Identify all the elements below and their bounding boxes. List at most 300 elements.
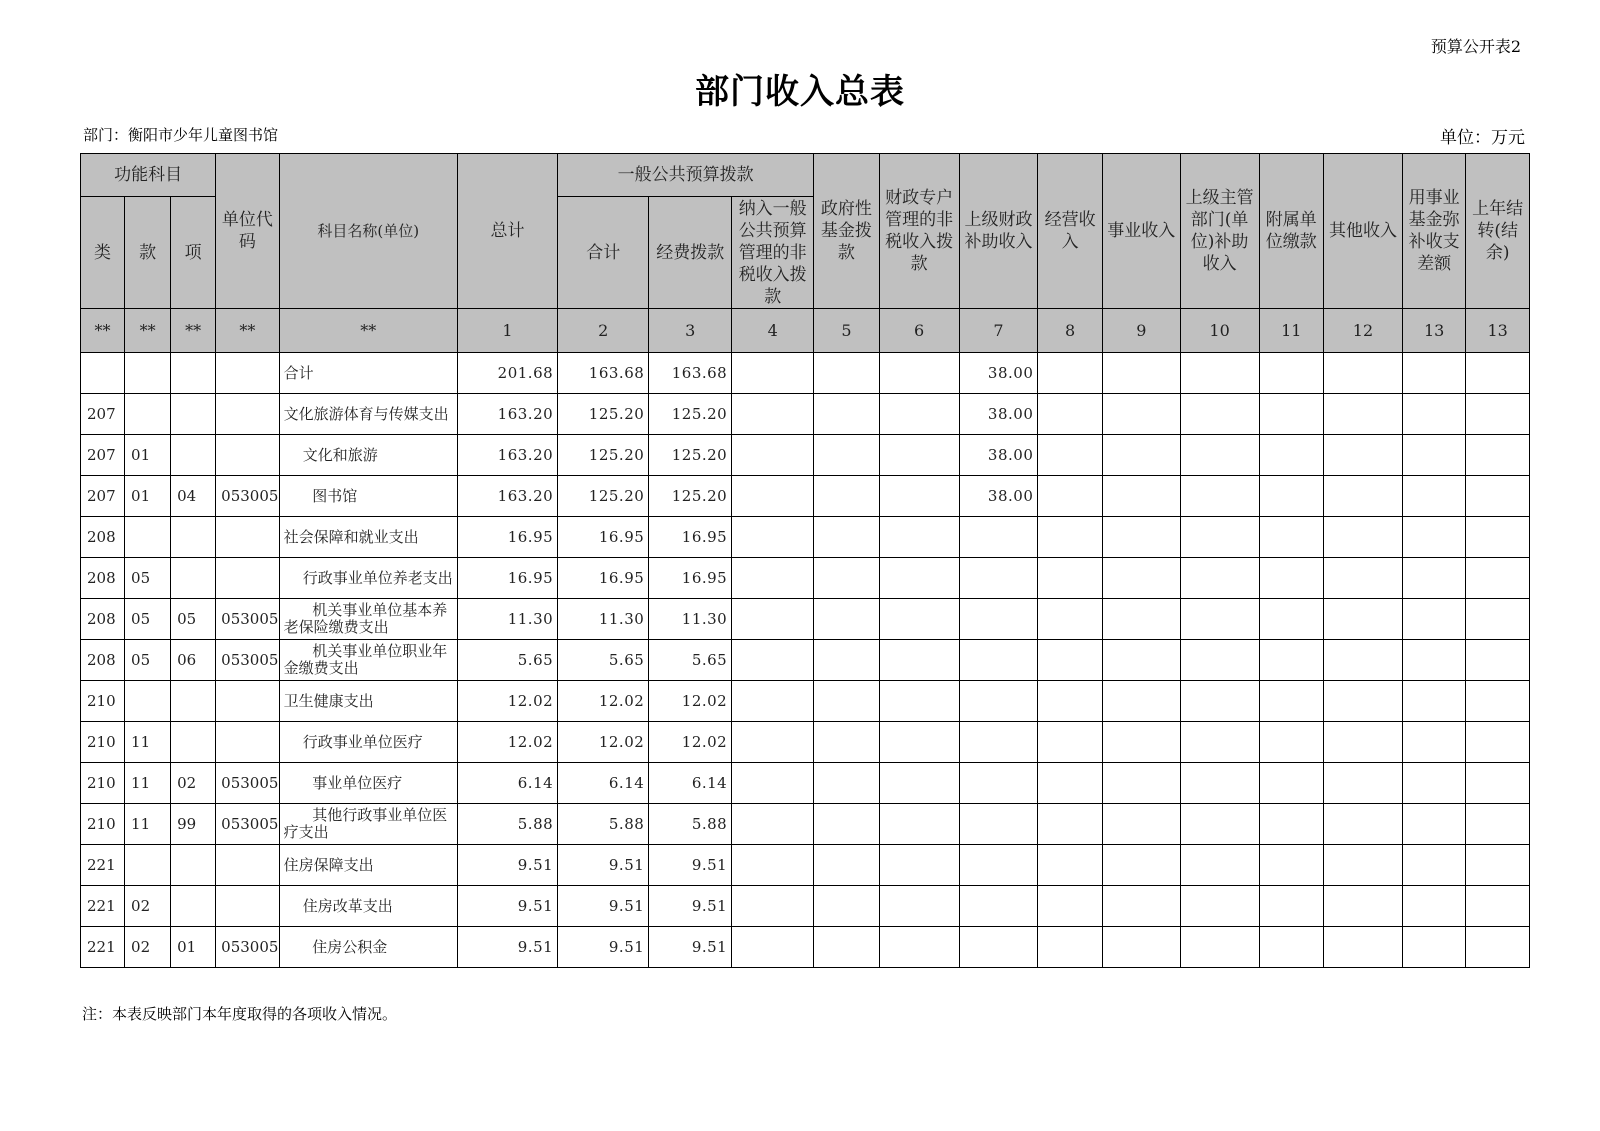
empty-cell (879, 558, 959, 599)
empty-cell (1180, 599, 1259, 640)
empty-cell (1259, 804, 1324, 845)
subject-name-cell: 机关事业单位基本养老保险缴费支出 (279, 599, 457, 640)
superior-subsidy-cell (959, 804, 1038, 845)
empty-cell (1466, 353, 1530, 394)
empty-cell (1466, 804, 1530, 845)
empty-cell (814, 722, 880, 763)
empty-cell (1402, 353, 1465, 394)
empty-cell (1102, 763, 1180, 804)
gb-funding-cell: 12.02 (649, 722, 732, 763)
empty-cell (1402, 681, 1465, 722)
unit-code-cell (216, 845, 279, 886)
unit-code-cell (216, 435, 279, 476)
table-row (81, 804, 1530, 845)
empty-cell (1324, 353, 1403, 394)
empty-cell (1180, 681, 1259, 722)
header-gb-funding: 经费拨款 (649, 197, 732, 309)
empty-cell (1259, 640, 1324, 681)
kuan-cell: 05 (125, 599, 171, 640)
table-row (81, 435, 1530, 476)
header-fund-offset: 用事业基金弥补收支差额 (1402, 154, 1465, 309)
gb-funding-cell: 5.88 (649, 804, 732, 845)
lei-cell: 208 (81, 517, 125, 558)
xiang-cell (171, 394, 216, 435)
subject-name-cell: 图书馆 (279, 476, 457, 517)
superior-subsidy-cell (959, 845, 1038, 886)
superior-subsidy-cell: 38.00 (959, 435, 1038, 476)
header-subject-name: 科目名称(单位) (279, 154, 457, 309)
header-lei: 类 (81, 197, 125, 309)
gb-funding-cell: 9.51 (649, 886, 732, 927)
xiang-cell: 01 (171, 927, 216, 968)
empty-cell (879, 640, 959, 681)
empty-cell (1180, 435, 1259, 476)
xiang-cell (171, 558, 216, 599)
gb-total-cell: 12.02 (558, 722, 649, 763)
empty-cell (1259, 353, 1324, 394)
empty-cell (1038, 763, 1103, 804)
gb-funding-cell: 9.51 (649, 845, 732, 886)
total-cell: 12.02 (457, 681, 557, 722)
subject-name-cell: 事业单位医疗 (279, 763, 457, 804)
empty-cell (732, 558, 814, 599)
header-affiliated-payment: 附属单位缴款 (1259, 154, 1324, 309)
empty-cell (1180, 394, 1259, 435)
empty-cell (1466, 394, 1530, 435)
unit-code-cell: 053005 (216, 927, 279, 968)
empty-cell (1466, 763, 1530, 804)
empty-cell (1102, 886, 1180, 927)
gb-total-cell: 163.68 (558, 353, 649, 394)
empty-cell (1038, 558, 1103, 599)
empty-cell (1180, 886, 1259, 927)
superior-subsidy-cell: 38.00 (959, 394, 1038, 435)
header-business-income: 事业收入 (1102, 154, 1180, 309)
empty-cell (1466, 599, 1530, 640)
empty-cell (1324, 722, 1403, 763)
index-cell: 6 (879, 309, 959, 353)
gb-total-cell: 9.51 (558, 886, 649, 927)
empty-cell (1102, 927, 1180, 968)
empty-cell (814, 353, 880, 394)
superior-subsidy-cell (959, 558, 1038, 599)
unit-code-cell (216, 886, 279, 927)
header-gov-fund: 政府性基金拨款 (814, 154, 880, 309)
gb-total-cell: 6.14 (558, 763, 649, 804)
index-cell: 9 (1102, 309, 1180, 353)
department-label: 部门：衡阳市少年儿童图书馆 (83, 126, 279, 144)
xiang-cell: 04 (171, 476, 216, 517)
lei-cell: 210 (81, 763, 125, 804)
empty-cell (879, 845, 959, 886)
empty-cell (732, 476, 814, 517)
lei-cell: 207 (81, 394, 125, 435)
empty-cell (1466, 886, 1530, 927)
empty-cell (732, 927, 814, 968)
total-cell: 6.14 (457, 763, 557, 804)
table-row (81, 763, 1530, 804)
unit-code-cell (216, 558, 279, 599)
empty-cell (1180, 763, 1259, 804)
unit-code-cell (216, 681, 279, 722)
empty-cell (1259, 927, 1324, 968)
empty-cell (814, 517, 880, 558)
lei-cell: 207 (81, 476, 125, 517)
index-cell: 5 (814, 309, 880, 353)
subject-name-cell: 行政事业单位养老支出 (279, 558, 457, 599)
empty-cell (879, 763, 959, 804)
empty-cell (814, 763, 880, 804)
empty-cell (814, 886, 880, 927)
kuan-cell (125, 845, 171, 886)
empty-cell (1466, 640, 1530, 681)
empty-cell (1102, 722, 1180, 763)
kuan-cell: 05 (125, 558, 171, 599)
lei-cell: 221 (81, 845, 125, 886)
empty-cell (1038, 394, 1103, 435)
unit-code-cell: 053005 (216, 599, 279, 640)
income-table (80, 153, 1530, 968)
gb-funding-cell: 11.30 (649, 599, 732, 640)
empty-cell (1102, 394, 1180, 435)
empty-cell (1259, 435, 1324, 476)
gb-funding-cell: 9.51 (649, 927, 732, 968)
empty-cell (1102, 435, 1180, 476)
empty-cell (1180, 353, 1259, 394)
empty-cell (1466, 476, 1530, 517)
total-cell: 163.20 (457, 394, 557, 435)
lei-cell: 210 (81, 722, 125, 763)
table-row (81, 845, 1530, 886)
subject-name-cell: 社会保障和就业支出 (279, 517, 457, 558)
empty-cell (1402, 394, 1465, 435)
header-other-income: 其他收入 (1324, 154, 1403, 309)
unit-code-cell (216, 517, 279, 558)
empty-cell (1402, 722, 1465, 763)
empty-cell (1324, 558, 1403, 599)
subject-name-cell: 卫生健康支出 (279, 681, 457, 722)
empty-cell (814, 476, 880, 517)
empty-cell (1402, 599, 1465, 640)
empty-cell (1402, 435, 1465, 476)
empty-cell (879, 804, 959, 845)
empty-cell (1324, 517, 1403, 558)
empty-cell (1259, 763, 1324, 804)
empty-cell (732, 353, 814, 394)
empty-cell (1102, 476, 1180, 517)
superior-subsidy-cell (959, 722, 1038, 763)
xiang-cell (171, 886, 216, 927)
empty-cell (1038, 476, 1103, 517)
kuan-cell: 05 (125, 640, 171, 681)
empty-cell (1102, 517, 1180, 558)
empty-cell (1102, 640, 1180, 681)
index-cell: 1 (457, 309, 557, 353)
empty-cell (732, 599, 814, 640)
gb-total-cell: 12.02 (558, 681, 649, 722)
empty-cell (1402, 804, 1465, 845)
empty-cell (1466, 681, 1530, 722)
empty-cell (879, 599, 959, 640)
empty-cell (879, 886, 959, 927)
empty-cell (1324, 394, 1403, 435)
index-cell: 4 (732, 309, 814, 353)
header-unit-code: 单位代码 (216, 154, 279, 309)
index-cell: 2 (558, 309, 649, 353)
table-row (81, 722, 1530, 763)
empty-cell (1324, 763, 1403, 804)
header-general-budget: 一般公共预算拨款 (558, 154, 814, 197)
table-row (81, 640, 1530, 681)
empty-cell (1324, 640, 1403, 681)
total-cell: 16.95 (457, 517, 557, 558)
empty-cell (732, 681, 814, 722)
empty-cell (1466, 517, 1530, 558)
gb-total-cell: 16.95 (558, 517, 649, 558)
total-cell: 12.02 (457, 722, 557, 763)
lei-cell: 208 (81, 640, 125, 681)
subject-name-cell: 合计 (279, 353, 457, 394)
header-xiang: 项 (171, 197, 216, 309)
subject-name-cell: 住房改革支出 (279, 886, 457, 927)
gb-funding-cell: 125.20 (649, 476, 732, 517)
xiang-cell: 06 (171, 640, 216, 681)
lei-cell: 221 (81, 886, 125, 927)
empty-cell (1402, 763, 1465, 804)
empty-cell (1324, 681, 1403, 722)
index-cell: ** (125, 309, 171, 353)
empty-cell (1466, 558, 1530, 599)
empty-cell (1324, 804, 1403, 845)
empty-cell (1402, 886, 1465, 927)
xiang-cell (171, 517, 216, 558)
empty-cell (1102, 353, 1180, 394)
empty-cell (1466, 927, 1530, 968)
header-kuan: 款 (125, 197, 171, 309)
subject-name-cell: 文化旅游体育与传媒支出 (279, 394, 457, 435)
table-row (81, 476, 1530, 517)
empty-cell (879, 927, 959, 968)
header-fiscal-nontax: 财政专户管理的非税收入拨款 (879, 154, 959, 309)
empty-cell (732, 517, 814, 558)
empty-cell (732, 845, 814, 886)
subject-name-cell: 其他行政事业单位医疗支出 (279, 804, 457, 845)
index-cell: 13 (1402, 309, 1465, 353)
empty-cell (1038, 927, 1103, 968)
empty-cell (1259, 558, 1324, 599)
empty-cell (814, 927, 880, 968)
empty-cell (1102, 845, 1180, 886)
gb-funding-cell: 125.20 (649, 394, 732, 435)
empty-cell (1259, 681, 1324, 722)
index-cell: ** (81, 309, 125, 353)
empty-cell (1466, 845, 1530, 886)
total-cell: 16.95 (457, 558, 557, 599)
xiang-cell (171, 353, 216, 394)
empty-cell (1038, 886, 1103, 927)
xiang-cell (171, 435, 216, 476)
empty-cell (1259, 394, 1324, 435)
header-gb-total: 合计 (558, 197, 649, 309)
superior-subsidy-cell (959, 927, 1038, 968)
gb-total-cell: 11.30 (558, 599, 649, 640)
gb-funding-cell: 125.20 (649, 435, 732, 476)
empty-cell (1102, 681, 1180, 722)
subject-name-cell: 机关事业单位职业年金缴费支出 (279, 640, 457, 681)
xiang-cell (171, 681, 216, 722)
empty-cell (1180, 722, 1259, 763)
header-gb-nontax: 纳入一般公共预算管理的非税收入拨款 (732, 197, 814, 309)
kuan-cell (125, 353, 171, 394)
empty-cell (879, 353, 959, 394)
empty-cell (732, 394, 814, 435)
table-row (81, 927, 1530, 968)
header-func-subject: 功能科目 (81, 154, 216, 197)
empty-cell (1038, 804, 1103, 845)
empty-cell (1402, 476, 1465, 517)
empty-cell (1180, 927, 1259, 968)
index-cell: ** (171, 309, 216, 353)
empty-cell (732, 804, 814, 845)
lei-cell: 208 (81, 558, 125, 599)
empty-cell (814, 845, 880, 886)
empty-cell (1180, 558, 1259, 599)
index-cell: ** (279, 309, 457, 353)
superior-subsidy-cell (959, 886, 1038, 927)
empty-cell (732, 722, 814, 763)
superior-subsidy-cell (959, 763, 1038, 804)
empty-cell (879, 517, 959, 558)
header-superior-subsidy: 上级财政补助收入 (959, 154, 1038, 309)
empty-cell (1038, 640, 1103, 681)
empty-cell (1038, 353, 1103, 394)
empty-cell (1259, 517, 1324, 558)
kuan-cell: 01 (125, 476, 171, 517)
lei-cell: 210 (81, 681, 125, 722)
empty-cell (1038, 599, 1103, 640)
empty-cell (814, 681, 880, 722)
subject-name-cell: 住房公积金 (279, 927, 457, 968)
superior-subsidy-cell (959, 517, 1038, 558)
empty-cell (814, 435, 880, 476)
index-cell: 3 (649, 309, 732, 353)
kuan-cell (125, 517, 171, 558)
empty-cell (1180, 845, 1259, 886)
empty-cell (1038, 435, 1103, 476)
total-cell: 201.68 (457, 353, 557, 394)
xiang-cell: 99 (171, 804, 216, 845)
gb-total-cell: 9.51 (558, 927, 649, 968)
subject-name-cell: 住房保障支出 (279, 845, 457, 886)
kuan-cell: 02 (125, 927, 171, 968)
unit-code-cell: 053005 (216, 640, 279, 681)
gb-funding-cell: 163.68 (649, 353, 732, 394)
lei-cell: 208 (81, 599, 125, 640)
header-carryover: 上年结转(结余) (1466, 154, 1530, 309)
empty-cell (732, 435, 814, 476)
total-cell: 9.51 (457, 845, 557, 886)
empty-cell (1038, 681, 1103, 722)
kuan-cell: 11 (125, 722, 171, 763)
empty-cell (1259, 599, 1324, 640)
table-row (81, 394, 1530, 435)
index-cell: ** (216, 309, 279, 353)
empty-cell (814, 599, 880, 640)
gb-total-cell: 125.20 (558, 394, 649, 435)
empty-cell (1324, 435, 1403, 476)
kuan-cell (125, 394, 171, 435)
empty-cell (1102, 558, 1180, 599)
index-cell: 7 (959, 309, 1038, 353)
empty-cell (1402, 640, 1465, 681)
empty-cell (1324, 845, 1403, 886)
empty-cell (732, 886, 814, 927)
empty-cell (879, 394, 959, 435)
empty-cell (1102, 804, 1180, 845)
index-cell: 11 (1259, 309, 1324, 353)
kuan-cell: 11 (125, 763, 171, 804)
gb-total-cell: 5.65 (558, 640, 649, 681)
empty-cell (1402, 558, 1465, 599)
table-row (81, 558, 1530, 599)
table-row (81, 681, 1530, 722)
empty-cell (1038, 845, 1103, 886)
empty-cell (1402, 517, 1465, 558)
index-cell: 13 (1466, 309, 1530, 353)
unit-code-cell (216, 353, 279, 394)
document-label: 预算公开表2 (1430, 37, 1521, 56)
gb-funding-cell: 5.65 (649, 640, 732, 681)
gb-funding-cell: 12.02 (649, 681, 732, 722)
unit-code-cell (216, 394, 279, 435)
xiang-cell: 02 (171, 763, 216, 804)
empty-cell (1324, 927, 1403, 968)
lei-cell (81, 353, 125, 394)
header-total: 总计 (457, 154, 557, 309)
empty-cell (732, 640, 814, 681)
empty-cell (814, 640, 880, 681)
gb-total-cell: 125.20 (558, 476, 649, 517)
empty-cell (1180, 640, 1259, 681)
total-cell: 9.51 (457, 927, 557, 968)
page-title: 部门收入总表 (695, 72, 905, 112)
empty-cell (1324, 599, 1403, 640)
empty-cell (879, 722, 959, 763)
empty-cell (1259, 845, 1324, 886)
lei-cell: 207 (81, 435, 125, 476)
total-cell: 5.88 (457, 804, 557, 845)
subject-name-cell: 行政事业单位医疗 (279, 722, 457, 763)
xiang-cell (171, 722, 216, 763)
footnote: 注：本表反映部门本年度取得的各项收入情况。 (82, 1005, 398, 1023)
superior-subsidy-cell (959, 599, 1038, 640)
table-body (81, 353, 1530, 968)
total-cell: 163.20 (457, 435, 557, 476)
lei-cell: 221 (81, 927, 125, 968)
empty-cell (1180, 517, 1259, 558)
empty-cell (1038, 517, 1103, 558)
kuan-cell (125, 681, 171, 722)
empty-cell (1402, 927, 1465, 968)
index-cell: 8 (1038, 309, 1103, 353)
superior-subsidy-cell (959, 640, 1038, 681)
empty-cell (1180, 804, 1259, 845)
index-cell: 10 (1180, 309, 1259, 353)
kuan-cell: 02 (125, 886, 171, 927)
empty-cell (1259, 476, 1324, 517)
empty-cell (1324, 886, 1403, 927)
superior-subsidy-cell: 38.00 (959, 353, 1038, 394)
